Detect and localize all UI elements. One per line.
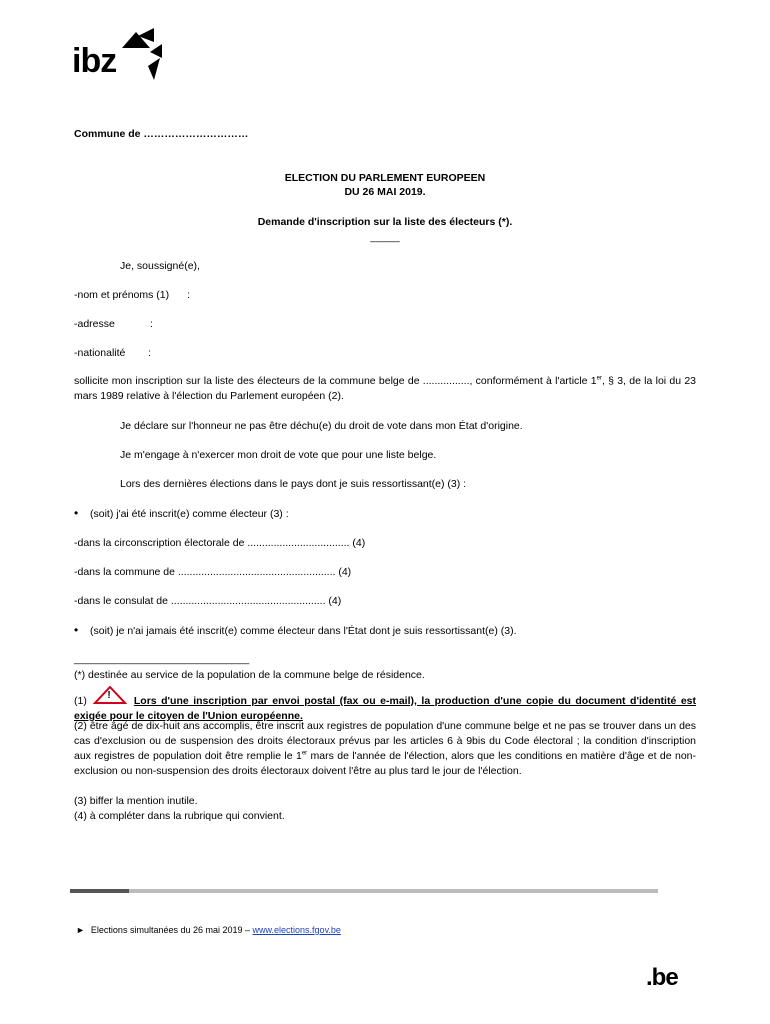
footnote-1-text: Lors d'une inscription par envoi postal (fax ou e-mail), la production d'une copie du document d'identité est exigée pour le citoyen de l'Union européenne. [74, 695, 696, 722]
request-text-2: , § 3, de la loi du 23 mars 1989 relative à l'élection du Parlement européen (2). [74, 375, 696, 402]
footnote-3: (3) biffer la mention inutile. [74, 795, 198, 807]
logo-mark-icon [120, 28, 170, 80]
logo-text: ibz [72, 42, 117, 80]
election-title-line1: ELECTION DU PARLEMENT EUROPEEN [284, 172, 486, 184]
option-never: (soit) je n'ai jamais été inscrit(e) comme électeur dans l'État dont je suis ressortissant(e) (3). [90, 625, 517, 637]
commune-line: Commune de ………………………… [74, 128, 249, 140]
footer-arrow-icon: ► [76, 925, 85, 935]
field-address-label: -adresse [74, 318, 115, 330]
field-nationality-colon: : [148, 347, 151, 359]
warning-mark: ! [107, 690, 111, 701]
field-address-colon: : [150, 318, 153, 330]
field-name-label: -nom et prénoms (1) [74, 289, 170, 301]
election-title-line2: DU 26 MAI 2019. [344, 186, 426, 198]
field-nationality-label: -nationalité [74, 347, 126, 359]
declaration-honour: Je déclare sur l'honneur ne pas être déchu(e) du droit de vote dans mon État d'origine. [120, 420, 523, 432]
footnote-2 [74, 719, 696, 779]
ibz-logo [72, 28, 162, 84]
declaration-engage: Je m'engage à n'exercer mon droit de vote que pour une liste belge. [120, 449, 437, 461]
field-name-colon: : [187, 289, 190, 301]
intro-text: Je, soussigné(e), [120, 260, 200, 272]
request-subtitle: Demande d'inscription sur la liste des électeurs (*). [257, 216, 513, 228]
option-registered: (soit) j'ai été inscrit(e) comme électeur (3) : [90, 508, 289, 520]
option-consulate: -dans le consulat de ..................................................... (4) [74, 595, 342, 607]
bullet-registered: • [74, 506, 79, 520]
footer-line [76, 923, 341, 937]
footnote-1-num: (1) [74, 695, 87, 707]
footnote-2-text-a: (2) être âgé de dix-huit ans accomplis, être inscrit aux registres de population d'une commune belge et ne pas se trouver dans un des cas d'exclusion ou de suspension des droits électoraux prévus par les articles 6 à 9bis du Code électoral ; la condition d'inscription aux registres de population doit être remplie le 1 [74, 720, 696, 762]
request-paragraph [74, 374, 696, 404]
option-commune: -dans la commune de ...................................................... (4) [74, 566, 352, 578]
footer-text: Elections simultanées du 26 mai 2019 – [90, 925, 253, 935]
be-logo: .be [646, 964, 678, 991]
request-text-1: sollicite mon inscription sur la liste des électeurs de la commune belge de ................, conformément à l'article 1 [74, 375, 597, 387]
footnote-star: (*) destinée au service de la population de la commune belge de résidence. [74, 669, 425, 681]
option-circonscription: -dans la circonscription électorale de ................................... (4) [74, 537, 366, 549]
request-sup: er [596, 375, 602, 382]
title-separator: _____ [370, 231, 400, 243]
footnote-rule: ______________________________ [74, 653, 250, 665]
footnote-2-text-b: mars de l'année de l'élection, alors que les conditions en matière d'âge et de non-exclusion ou non-suspension des droits électoraux doivent l'être au plus tard le jour de l'élection. [74, 750, 696, 777]
footer-bar-dark-segment [70, 889, 129, 893]
footnote-2-sup: er [301, 750, 308, 757]
footer-website-link[interactable]: www.elections.fgov.be [252, 925, 341, 935]
footnote-4: (4) à compléter dans la rubrique qui convient. [74, 810, 285, 822]
warning-icon [93, 690, 127, 706]
declaration-last-elections: Lors des dernières élections dans le pays dont je suis ressortissant(e) (3) : [120, 478, 467, 490]
bullet-never: • [74, 623, 79, 637]
footer-bar [70, 889, 658, 893]
